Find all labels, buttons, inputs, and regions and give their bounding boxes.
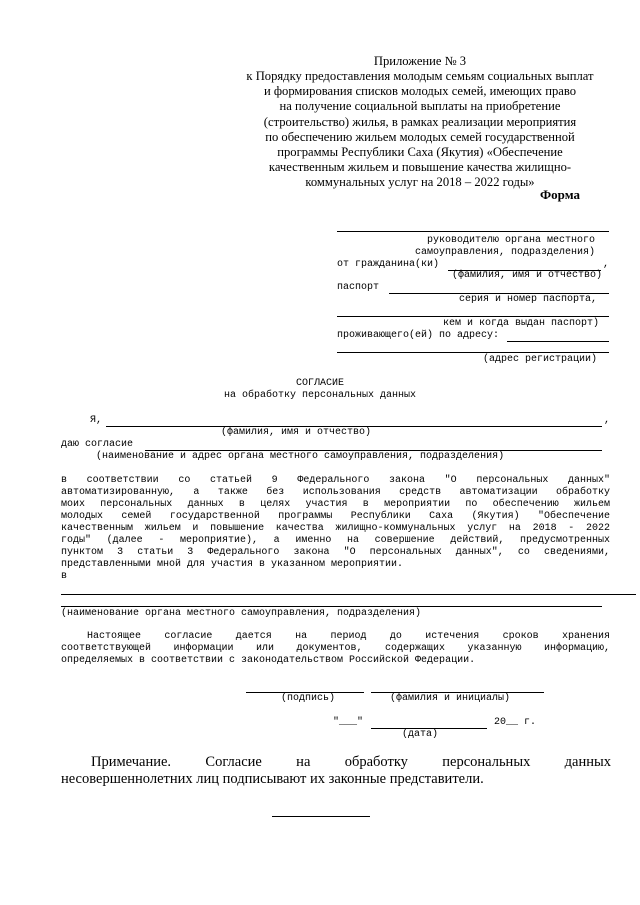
text-line: на получение социальной выплаты на приобретение <box>279 99 561 114</box>
date-year: 20__ г. <box>494 717 537 728</box>
note-line-2: несовершеннолетних лиц подписывают их законные представители. <box>61 771 484 787</box>
addressee-head-label-2: самоуправления, подразделения) <box>415 247 596 258</box>
citizen-fio-hint: (фамилия, имя и отчество) <box>452 270 603 281</box>
text-line: к Порядку предоставления молодым семьям социальных выплат <box>246 69 594 83</box>
passport-issued-hint: кем и когда выдан паспорт) <box>443 318 600 329</box>
text-line: молодых семей государственной программы Республики Саха (Якутия) "Обеспечение <box>61 511 610 522</box>
consent-body <box>61 475 610 559</box>
consent-subtitle: на обработку персональных данных <box>223 390 417 401</box>
text-line: качественным жильем и повышение качества жилищно-коммунальных услуг на 2018 - 2022 <box>61 523 610 534</box>
text-line: Настоящее согласие дается на период до истечения сроков хранения <box>87 631 610 642</box>
text-line: (строительство) жилья, в рамках реализации мероприятия <box>263 114 577 129</box>
signature-hint: (подпись) <box>281 693 336 704</box>
passport-label: паспорт <box>337 282 380 293</box>
organ-name-line-2[interactable] <box>61 606 602 607</box>
appendix-description <box>220 69 620 191</box>
in-label: в <box>61 571 68 582</box>
form-label: Форма <box>540 187 580 202</box>
passport-hint: серия и номер паспорта, <box>459 294 598 305</box>
applicant-fio-comma: , <box>604 415 611 426</box>
consent-body-last: представленными мной для участия в указанном мероприятии. <box>61 559 404 570</box>
text-line: годы" (далее - мероприятие), а именно на совершение действий, предусмотренных <box>61 535 610 546</box>
text-line: качественным жильем и повышение качества жилищно- <box>268 160 572 175</box>
residing-label: проживающего(ей) по адресу: <box>337 330 500 341</box>
text-line: пунктом 3 статьи 3 Федерального закона "О персональных данных", со сведениями, <box>61 547 610 558</box>
text-line: соответствующей информации или документов, содержащих указанную информацию, <box>61 643 610 654</box>
organ-name-hint: (наименование органа местного самоуправления, подразделения) <box>61 608 422 619</box>
text-line: автоматизированную, а также без использования средств автоматизации обработку <box>61 487 610 498</box>
addressee-organ-line[interactable] <box>337 231 609 232</box>
consent-title: СОГЛАСИЕ <box>295 378 344 389</box>
term-paragraph-last: определяемых в соответствии с законодательством Российской Федерации. <box>61 655 476 666</box>
registration-hint: (адрес регистрации) <box>483 354 598 365</box>
text-line: и формирования списков молодых семей, имеющих право <box>263 84 576 99</box>
text-line: моих персональных данных в целях участия в мероприятии по обеспечению жильем <box>61 499 610 510</box>
footnote-separator <box>272 816 370 817</box>
text-line: программы Республики Саха (Якутия) «Обеспечение <box>277 144 563 159</box>
text-line: по обеспечению жильем молодых семей государственной <box>265 129 575 144</box>
appendix-number: Приложение № 3 <box>373 54 467 68</box>
organ-name-address-hint: (наименование и адрес органа местного самоуправления, подразделения) <box>96 451 505 462</box>
surname-initials-hint: (фамилия и инициалы) <box>390 693 511 704</box>
date-hint: (дата) <box>402 729 439 740</box>
term-paragraph <box>61 631 610 655</box>
note-line-1: Примечание. Согласие на обработку персональных данных <box>91 754 611 770</box>
i-label: Я, <box>90 415 103 426</box>
passport-issued-line[interactable] <box>337 316 609 317</box>
residing-line-2[interactable] <box>337 352 609 353</box>
applicant-fio-hint: (фамилия, имя и отчество) <box>221 427 372 438</box>
organ-name-line-1[interactable] <box>61 594 636 595</box>
date-day: "___" <box>333 717 364 728</box>
text-line: в соответствии со статьей 9 Федерального закона "О персональных данных" <box>61 475 610 486</box>
residing-line-1[interactable] <box>507 341 609 342</box>
addressee-head-label: руководителю органа местного <box>427 235 596 246</box>
text-line: коммунальных услуг на 2018 – 2022 годы» <box>305 175 535 190</box>
give-consent-label: даю согласие <box>61 439 134 450</box>
from-citizen-label: от гражданина(ки) <box>337 259 440 270</box>
citizen-fio-comma: , <box>603 259 610 270</box>
